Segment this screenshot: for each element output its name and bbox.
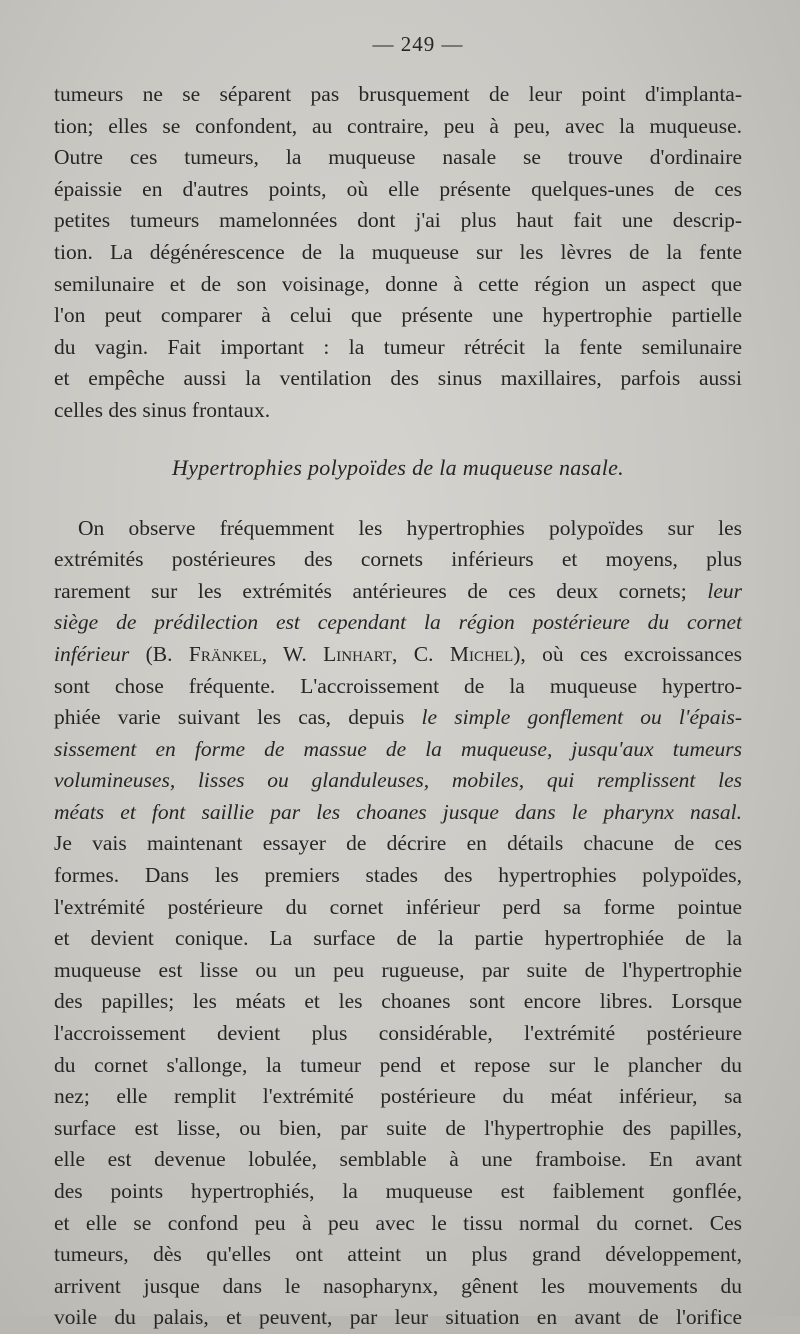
text-run: , C.	[392, 641, 450, 666]
text-line: l'extrémité postérieure du cornet inférieur perd sa forme pointue	[54, 894, 742, 919]
text-line: sissement en forme de massue de la muqueuse, jusqu'aux tumeurs	[54, 736, 742, 761]
text-line: tion. La dégénérescence de la muqueuse sur les lèvres de la fente	[54, 239, 742, 264]
text-line: épaissie en d'autres points, où elle présente quelques-unes de ces	[54, 176, 742, 201]
text-line: petites tumeurs mamelonnées dont j'ai plus haut fait une descrip-	[54, 208, 742, 233]
text-line: siège de prédilection est cependant la région postérieure du cornet	[54, 610, 742, 635]
italic-run: le simple gonflement ou l'épais-	[421, 705, 742, 730]
text-line	[54, 639, 742, 671]
text-line: tumeurs ne se séparent pas brusquement de leur point d'implanta-	[54, 82, 742, 106]
text-line: des papilles; les méats et les choanes sont encore libres. Lorsque	[54, 989, 742, 1014]
text-line: arrivent jusque dans le nasopharynx, gênent les mouvements du	[54, 1273, 742, 1298]
text-line: tion; elles se confondent, au contraire, peu à peu, avec la muqueuse.	[54, 113, 742, 138]
text-line: Je vais maintenant essayer de décrire en détails chacune de ces	[54, 831, 742, 856]
text-run: , W.	[261, 641, 324, 666]
author-name: Michel	[449, 641, 514, 666]
text-run: ), où ces excroissances	[513, 641, 743, 666]
text-line: et elle se confond peu à peu avec le tissu normal du cornet. Ces	[54, 1210, 742, 1235]
italic-run: leur	[707, 578, 742, 603]
italic-run: inférieur	[54, 641, 130, 666]
text-line: Outre ces tumeurs, la muqueuse nasale se trouve d'ordinaire	[54, 145, 742, 170]
text-run: phiée varie suivant les cas, depuis	[54, 705, 422, 730]
text-line: muqueuse est lisse ou un peu rugueuse, par suite de l'hypertrophie	[54, 957, 742, 982]
text-line: l'accroissement devient plus considérable, l'extrémité postérieure	[54, 1021, 742, 1046]
text-line: méats et font saillie par les choanes jusque dans le pharynx nasal.	[54, 799, 742, 824]
text-line: On observe fréquemment les hypertrophies polypoïdes sur les	[78, 515, 742, 540]
text-line	[54, 576, 742, 608]
text-run: (B.	[129, 641, 189, 666]
text-line: tumeurs, dès qu'elles ont atteint un plus grand développement,	[54, 1242, 742, 1267]
text-line: formes. Dans les premiers stades des hypertrophies polypoïdes,	[54, 863, 742, 888]
author-name: Fränkel	[188, 641, 262, 666]
text-line: l'on peut comparer à celui que présente une hypertrophie partielle	[54, 303, 742, 328]
text-line: celles des sinus frontaux.	[54, 397, 271, 422]
text-line	[54, 702, 742, 734]
text-line: elle est devenue lobulée, semblable à une framboise. En avant	[54, 1147, 742, 1172]
paragraph-continued	[54, 79, 742, 427]
section-heading: Hypertrophies polypoïdes de la muqueuse nasale.	[172, 454, 624, 480]
text-line: du vagin. Fait important : la tumeur rétrécit la fente semilunaire	[54, 334, 742, 359]
text-line: nez; elle remplit l'extrémité postérieure du méat inférieur, sa	[54, 1084, 742, 1109]
text-line: et empêche aussi la ventilation des sinus maxillaires, parfois aussi	[54, 366, 742, 391]
text-line: volumineuses, lisses ou glanduleuses, mobiles, qui remplissent les	[54, 768, 742, 793]
text-line: surface est lisse, ou bien, par suite de l'hypertrophie des papilles,	[54, 1115, 742, 1140]
text-run: rarement sur les extrémités antérieures de ces deux cornets;	[54, 578, 687, 603]
text-line: du cornet s'allonge, la tumeur pend et repose sur le plancher du	[54, 1052, 742, 1077]
text-line: des points hypertrophiés, la muqueuse est faiblement gonflée,	[54, 1179, 742, 1203]
paragraph-body	[54, 513, 742, 1334]
author-name: Linhart	[323, 641, 393, 666]
text-line: voile du palais, et peuvent, par leur situation en avant de l'orifice	[54, 1305, 742, 1330]
text-line: sont chose fréquente. L'accroissement de la muqueuse hypertro-	[54, 673, 742, 698]
text-line: et devient conique. La surface de la partie hypertrophiée de la	[54, 926, 742, 951]
text-line: semilunaire et de son voisinage, donne à cette région un aspect que	[54, 271, 742, 296]
page-number: — 249 —	[372, 32, 464, 56]
text-line: extrémités postérieures des cornets inférieurs et moyens, plus	[54, 547, 742, 572]
